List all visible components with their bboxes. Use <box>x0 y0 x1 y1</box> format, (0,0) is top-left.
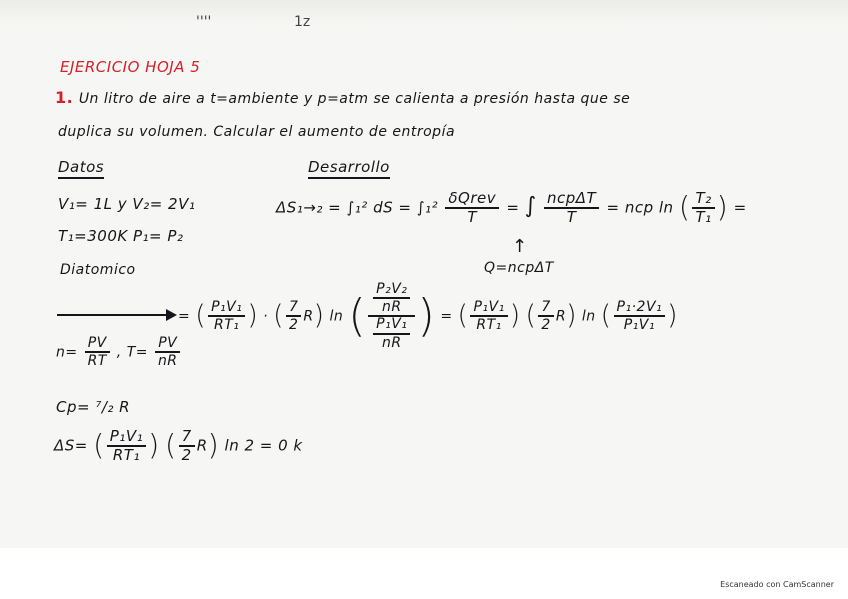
gas-constant: R <box>303 308 314 325</box>
up-arrow-icon: ↑ <box>512 236 528 257</box>
heat-note: Q=ncpΔT <box>484 260 554 276</box>
delta-s-integral: ΔS₁→₂ = ∫₁² dS = ∫₁² <box>276 198 444 217</box>
fraction-denominator: 2 <box>541 317 551 334</box>
delta-s-label: ΔS= <box>54 436 88 455</box>
fraction-denominator: RT₁ <box>214 317 240 334</box>
t-label: , T= <box>116 344 148 361</box>
fraction-denominator: RT <box>87 353 107 370</box>
datos-volumes: V₁= 1L y V₂= 2V₁ <box>58 195 196 213</box>
fraction-numerator: PV <box>155 336 180 353</box>
paren-open: ( <box>348 289 367 343</box>
result-tail: ln 2 = 0 k <box>224 436 303 455</box>
paren-close: ) <box>247 300 259 332</box>
fraction-p2v2-nr <box>373 282 410 315</box>
paren-open: ( <box>600 300 612 332</box>
problem-line-1 <box>55 88 630 107</box>
paren-close: ) <box>509 300 521 332</box>
fraction-numerator: T₂ <box>692 190 714 209</box>
fraction-denominator: RT₁ <box>112 445 140 464</box>
fraction-seven-halves-b <box>538 300 553 333</box>
fraction-p1v1-rt1-c <box>107 428 146 464</box>
paren-open: ( <box>525 300 537 332</box>
fraction-denominator: nR <box>381 299 402 316</box>
fraction-dqrev-t <box>445 190 499 226</box>
paren-close: ) <box>667 300 679 332</box>
integral-sign: ∫ <box>524 193 537 219</box>
problem-number: 1. <box>55 88 74 107</box>
scanner-watermark: Escaneado con CamScanner <box>720 580 834 589</box>
fraction-seven-halves <box>286 300 301 333</box>
fraction-numerator: P₁·2V₁ <box>614 300 666 317</box>
paren-open: ( <box>678 190 691 224</box>
multiply-dot: · <box>263 308 269 325</box>
equals-sign: = <box>506 198 520 217</box>
fraction-numerator: 7 <box>286 300 301 317</box>
fraction-numerator: δQrev <box>445 190 499 209</box>
fraction-denominator: nR <box>381 334 402 351</box>
ln-label: ln <box>329 308 344 325</box>
fraction-numerator: P₁V₁ <box>107 428 146 447</box>
datos-temperature-pressure: T₁=300K P₁= P₂ <box>58 227 184 245</box>
fraction-ncpdt-t <box>544 190 599 226</box>
paren-open: ( <box>165 428 177 462</box>
fraction-denominator: nR <box>157 353 178 370</box>
fraction-denominator: P₁V₁ <box>623 317 655 334</box>
compound-fraction <box>368 282 415 351</box>
fraction-numerator: P₁V₁ <box>373 317 410 334</box>
trailing-equals: = <box>733 198 747 217</box>
fraction-seven-halves-c <box>179 428 195 464</box>
result-line <box>54 428 303 464</box>
fraction-p1v1-rt1-b <box>470 300 507 333</box>
paren-open: ( <box>273 300 284 332</box>
fraction-denominator: T <box>566 207 577 226</box>
fraction-p1v1-rt1 <box>208 300 245 333</box>
fraction-numerator: PV <box>85 336 110 353</box>
long-arrow-line <box>57 314 169 316</box>
paren-close: ) <box>207 428 220 462</box>
compound-numerator <box>368 282 415 317</box>
fraction-t2-t1 <box>692 190 714 226</box>
fraction-denominator: 2 <box>181 445 192 464</box>
long-arrow-head-icon <box>166 309 177 321</box>
paren-open: ( <box>93 428 105 462</box>
fraction-pv-rt <box>85 336 110 369</box>
fraction-denominator: T <box>467 207 478 226</box>
page-shadow <box>0 0 848 24</box>
fraction-p1v1-nr <box>373 317 410 350</box>
problem-text-1: Un litro de aire a t=ambiente y p=atm se calienta a presión hasta que se <box>78 91 631 107</box>
ncp-ln: = ncp ln <box>606 198 674 217</box>
desarrollo-title: Desarrollo <box>308 158 390 179</box>
top-mark-right: 1z <box>294 14 311 30</box>
fraction-numerator: ncpΔT <box>544 190 599 209</box>
expanded-equation <box>178 282 678 351</box>
paren-close: ) <box>417 289 436 343</box>
fraction-numerator: P₁V₁ <box>208 300 245 317</box>
paren-close: ) <box>716 190 729 224</box>
top-mark-left: '''' <box>196 14 212 30</box>
fraction-numerator: 7 <box>179 428 195 447</box>
fraction-numerator: P₁V₁ <box>470 300 507 317</box>
datos-title: Datos <box>58 158 104 179</box>
problem-line-2: duplica su volumen. Calcular el aumento de entropía <box>58 124 456 140</box>
paren-close: ) <box>566 300 577 332</box>
fraction-denominator: 2 <box>288 317 299 334</box>
ln-label-2: ln <box>581 308 596 325</box>
datos-diatomico: Diatomico <box>60 262 136 278</box>
cp-definition: Cp= ⁷/₂ R <box>56 398 131 416</box>
paren-open: ( <box>195 300 207 332</box>
paren-open: ( <box>457 300 469 332</box>
fraction-volume-ratio <box>614 300 666 333</box>
n-label: n= <box>56 344 78 361</box>
exercise-heading: EJERCICIO HOJA 5 <box>60 58 201 76</box>
definitions-line <box>56 336 183 369</box>
entropy-integral-line <box>276 190 747 226</box>
fraction-numerator: 7 <box>538 300 553 317</box>
compound-denominator <box>368 317 415 350</box>
equals-sign-2: = <box>440 308 453 325</box>
gas-constant: R <box>555 308 567 325</box>
fraction-numerator: P₂V₂ <box>373 282 410 299</box>
paren-close: ) <box>148 428 160 462</box>
fraction-pv-nr <box>155 336 181 369</box>
gas-constant: R <box>196 436 208 455</box>
paren-close: ) <box>313 300 325 332</box>
fraction-denominator: T₁ <box>695 207 712 226</box>
fraction-denominator: RT₁ <box>476 317 502 334</box>
equals-sign-1: = <box>178 308 191 325</box>
